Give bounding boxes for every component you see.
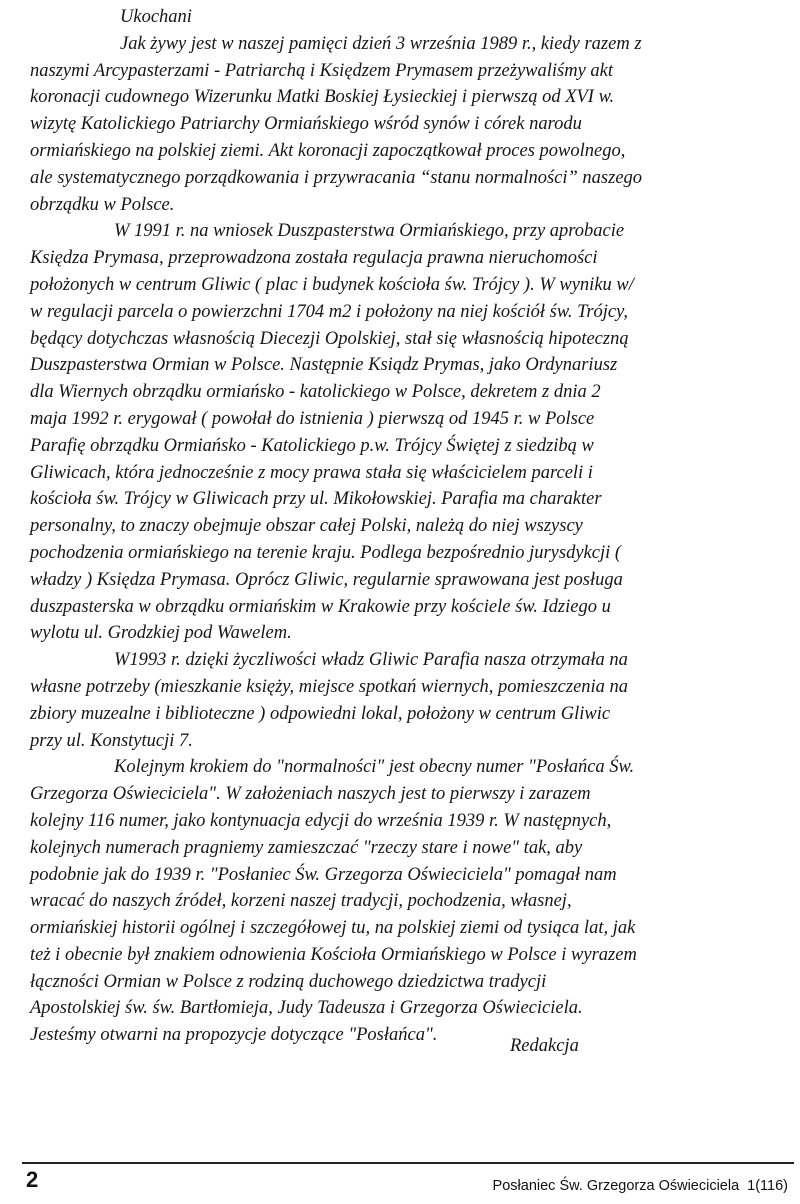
paragraph-line: obrządku w Polsce. (30, 194, 175, 215)
paragraph-line: kolejnych numerach pragniemy zamieszczać "rzeczy stare i nowe" tak, aby (30, 837, 583, 858)
paragraph-line: Parafię obrządku Ormiańsko - Katolickiego p.w. Trójcy Świętej z siedzibą w (30, 435, 594, 456)
paragraph-line: wizytę Katolickiego Patriarchy Ormiańskiego wśród synów i córek narodu (30, 114, 582, 135)
paragraph-line: kolejny 116 numer, jako kontynuacja edycji do września 1939 r. W następnych, (30, 810, 612, 831)
paragraph-line: Księdza Prymasa, przeprowadzona została regulacja prawna nieruchomości (30, 248, 598, 269)
paragraph-line: zbiory muzealne i biblioteczne ) odpowiedni lokal, położony w centrum Gliwic (30, 703, 611, 724)
paragraph-line: władzy ) Księdza Prymasa. Oprócz Gliwic, regularnie sprawowana jest posługa (30, 569, 623, 590)
paragraph-line: Kolejnym krokiem do "normalności" jest obecny numer "Posłańca Św. (114, 757, 635, 778)
footer-rule (22, 1162, 794, 1164)
paragraph-line: W 1991 r. na wniosek Duszpasterstwa Ormiańskiego, przy aprobacie (114, 221, 625, 242)
paragraph-line: koronacji cudownego Wizerunku Matki Boskiej Łysieckiej i pierwszą od XVI w. (30, 87, 615, 108)
paragraph-line: Jesteśmy otwarni na propozycje dotyczące "Posłańca". (30, 1025, 438, 1046)
paragraph-line: maja 1992 r. erygował ( powołał do istnienia ) pierwszą od 1945 r. w Polsce (30, 408, 595, 429)
paragraph-line: dla Wiernych obrządku ormiańsko - katolickiego w Polsce, dekretem z dnia 2 (30, 382, 601, 403)
paragraph-line: wylotu ul. Grodzkiej pod Wawelem. (30, 623, 292, 644)
paragraph-line: wracać do naszych źródeł, korzeni naszej tradycji, pochodzenia, własnej, (30, 891, 572, 912)
paragraph-line: Apostolskiej św. św. Bartłomieja, Judy Tadeusza i Grzegorza Oświeciciela. (30, 998, 583, 1019)
paragraph-line: Jak żywy jest w naszej pamięci dzień 3 września 1989 r., kiedy razem z (120, 33, 642, 54)
paragraph-line: też i obecnie był znakiem odnowienia Kościoła Ormiańskiego w Polsce i wyrazem (30, 944, 637, 965)
page-number: 2 (26, 1167, 39, 1192)
paragraph-line: ormiańskiej historii ogólnej i szczegółowej tu, na polskiej ziemi od tysiąca lat, jak (30, 918, 636, 939)
paragraph-line: ale systematycznego porządkowania i przywracania “stanu normalności” naszego (30, 167, 643, 188)
salutation: Ukochani (120, 7, 192, 27)
paragraph-line: pochodzenia ormiańskiego na terenie kraju. Podlega bezpośrednio jurysdykcji ( (30, 542, 622, 563)
paragraph-line: duszpasterska w obrządku ormiańskim w Krakowie przy kościele św. Idziego u (30, 596, 611, 617)
paragraph-line: ormiańskiego na polskiej ziemi. Akt koronacji zapoczątkował proces powolnego, (30, 140, 626, 161)
paragraph-line: Gliwicach, która jednocześnie z mocy prawa stała się właścicielem parceli i (30, 462, 593, 483)
running-footer (493, 1178, 788, 1194)
paragraph-line: w regulacji parcela o powierzchni 1704 m2 i położony na niej kościół św. Trójcy, (30, 301, 628, 322)
paragraph-line: przy ul. Konstytucji 7. (30, 730, 193, 751)
paragraph-line: Duszpasterstwa Ormian w Polsce. Następnie Ksiądz Prymas, jako Ordynariusz (30, 355, 618, 376)
publication-title: Posłaniec Św. Grzegorza Oświeciciela (492, 1178, 740, 1194)
paragraph-line: W1993 r. dzięki życzliwości władz Gliwic Parafia nasza otrzymała na (114, 650, 628, 671)
paragraph-line: naszymi Arcypasterzami - Patriarchą i Księdzem Prymasem przeżywaliśmy akt (30, 60, 614, 81)
issue-number: 1(116) (747, 1178, 788, 1194)
paragraph-line: łączności Ormian w Polsce z rodziną duchowego dziedzictwa tradycji (30, 971, 547, 992)
paragraph-line: Grzegorza Oświeciciela". W założeniach naszych jest to pierwszy i zarazem (30, 784, 591, 805)
paragraph-line: własne potrzeby (mieszkanie księży, miejsce spotkań wiernych, pomieszczenia na (30, 676, 629, 697)
signature: Redakcja (510, 1036, 579, 1056)
paragraph-line: personalny, to znaczy obejmuje obszar całej Polski, należą do niej wszyscy (30, 516, 583, 537)
paragraph-line: podobnie jak do 1939 r. "Posłaniec Św. Grzegorza Oświeciciela" pomagał nam (30, 864, 617, 885)
letter-body (30, 4, 775, 1049)
paragraph-line: kościoła św. Trójcy w Gliwicach przy ul. Mikołowskiej. Parafia ma charakter (30, 489, 602, 510)
paragraph-line: położonych w centrum Gliwic ( plac i budynek kościoła św. Trójcy ). W wyniku w/ (30, 274, 634, 295)
paragraph-line: będący dotychczas własnością Diecezji Opolskiej, stał się własnością hipoteczną (30, 328, 629, 349)
